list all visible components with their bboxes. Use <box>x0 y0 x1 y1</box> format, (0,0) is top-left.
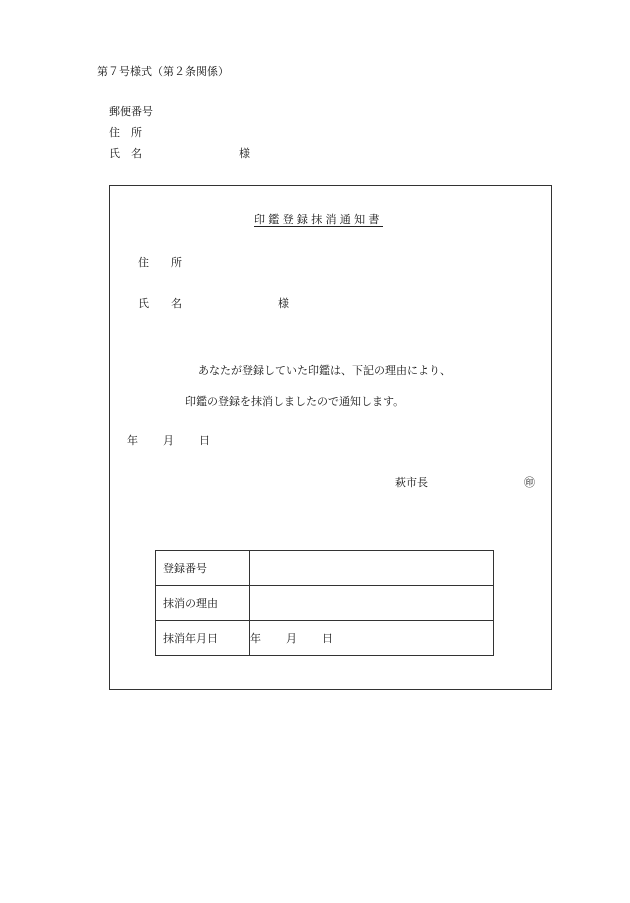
notice-title: 印鑑登録抹消通知書 <box>254 213 383 226</box>
notice-date <box>127 435 210 446</box>
honorific: 様 <box>239 147 250 160</box>
date-month: 月 <box>163 434 174 447</box>
notice-body-line-1: あなたが登録していた印鑑は、下記の理由により、 <box>198 364 451 377</box>
registration-number-label: 登録番号 <box>156 551 250 586</box>
cancel-date-month: 月 <box>286 632 297 645</box>
cancel-date-value <box>250 621 494 656</box>
date-year: 年 <box>127 434 138 447</box>
date-day: 日 <box>199 434 210 447</box>
cancel-date-year: 年 <box>250 632 261 645</box>
registration-number-value <box>250 551 494 586</box>
cancel-date-day: 日 <box>322 632 333 645</box>
address-label: 住 所 <box>109 126 142 139</box>
notice-honorific: 様 <box>278 297 289 310</box>
notice-body-line-2: 印鑑の登録を抹消しましたので通知します。 <box>185 395 405 408</box>
issuer-label: 萩市長 <box>395 476 428 489</box>
name-label: 氏 名 <box>109 147 142 160</box>
postal-code-label: 郵便番号 <box>109 105 153 118</box>
cancel-date-label: 抹消年月日 <box>156 621 250 656</box>
table-row <box>156 551 494 586</box>
form-number-label: 第７号様式（第２条関係） <box>97 65 229 78</box>
table-row <box>156 586 494 621</box>
cancel-reason-label: 抹消の理由 <box>156 586 250 621</box>
seal-mark: ㊞ <box>524 476 535 489</box>
notice-address-label: 住 所 <box>138 256 182 269</box>
registration-table <box>155 550 494 656</box>
notice-name-label: 氏 名 <box>138 297 182 310</box>
table-row <box>156 621 494 656</box>
cancel-reason-value <box>250 586 494 621</box>
